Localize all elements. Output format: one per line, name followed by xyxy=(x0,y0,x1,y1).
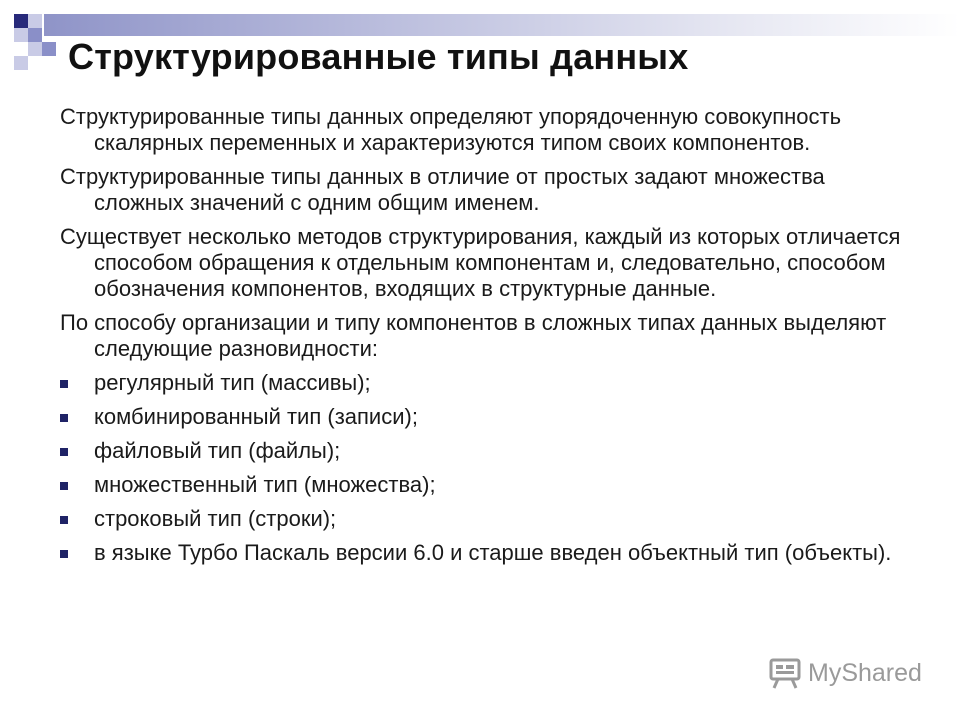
list-item xyxy=(60,438,910,464)
watermark xyxy=(768,656,922,690)
list-item-text: строковый тип (строки); xyxy=(94,506,337,531)
decor-square xyxy=(28,42,42,56)
watermark-text: MyShared xyxy=(808,658,922,687)
slide-body xyxy=(60,104,910,574)
list-item-text: в языке Турбо Паскаль версии 6.0 и старше введен объектный тип (объекты). xyxy=(94,540,892,565)
paragraph: Существует несколько методов структурирования, каждый из которых отличается способом обращения к отдельным компонентам и, следовательно, способом обозначения компонентов, входящих в структурные данные. xyxy=(60,224,901,301)
decor-square xyxy=(14,56,28,70)
square-bullet-icon xyxy=(60,516,68,524)
list-item xyxy=(60,404,910,430)
list-item-text: комбинированный тип (записи); xyxy=(94,404,418,429)
decor-square xyxy=(14,28,28,42)
list-item xyxy=(60,472,910,498)
header-gradient-bar xyxy=(44,14,960,36)
square-bullet-icon xyxy=(60,448,68,456)
list-item-text: файловый тип (файлы); xyxy=(94,438,341,463)
list-item-text: множественный тип (множества); xyxy=(94,472,436,497)
list-item xyxy=(60,506,910,532)
presentation-board-icon xyxy=(768,656,802,690)
list-item xyxy=(60,370,910,396)
decor-square xyxy=(14,14,28,28)
paragraph: Структурированные типы данных определяют упорядоченную совокупность скалярных переменных и характеризуются типом своих компонентов. xyxy=(60,104,842,155)
square-bullet-icon xyxy=(60,482,68,490)
list-item-text: регулярный тип (массивы); xyxy=(94,370,371,395)
paragraph: По способу организации и типу компонентов в сложных типах данных выделяют следующие разновидности: xyxy=(60,310,887,361)
decor-square xyxy=(42,42,56,56)
list-item xyxy=(60,540,910,566)
square-bullet-icon xyxy=(60,550,68,558)
square-bullet-icon xyxy=(60,414,68,422)
square-bullet-icon xyxy=(60,380,68,388)
decor-square xyxy=(28,28,42,42)
bullet-list xyxy=(60,370,910,566)
decor-square xyxy=(28,14,42,28)
slide-title: Структурированные типы данных xyxy=(68,36,689,77)
paragraph: Структурированные типы данных в отличие от простых задают множества сложных значений с одним общим именем. xyxy=(60,164,825,215)
